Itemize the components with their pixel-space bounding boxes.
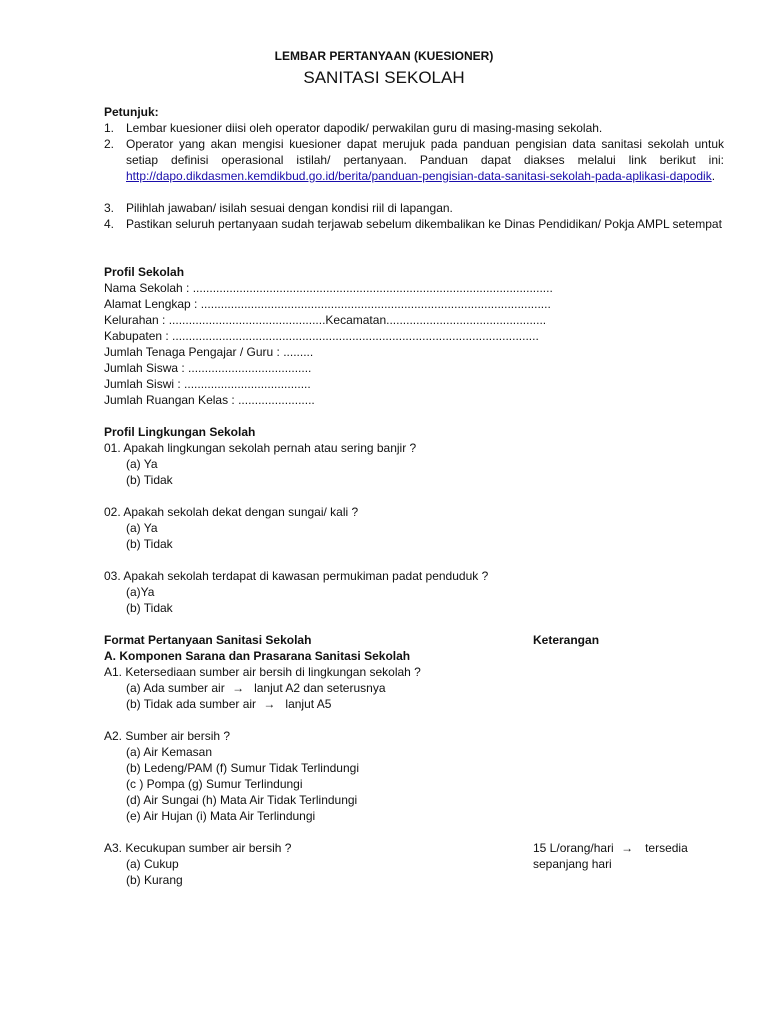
option-air-sungai: (d) Air Sungai (h) Mata Air Tidak Terlindungi: [126, 793, 358, 807]
question-a1: A1. Ketersediaan sumber air bersih di lingkungan sekolah ?: [104, 665, 421, 679]
option-label: (a) Ada sumber air: [126, 681, 225, 695]
option-ya: (a) Ya: [126, 457, 158, 471]
alamat-field: Alamat Lengkap : .........................................................................................................: [104, 297, 551, 311]
jumlah-ruangan-field: Jumlah Ruangan Kelas : .......................: [104, 393, 315, 407]
option-ada-sumber-air: [126, 680, 386, 696]
option-ya: (a) Ya: [126, 521, 158, 535]
arrow-right-icon: →: [263, 697, 276, 711]
option-tidak: (b) Tidak: [126, 537, 173, 551]
instruction-text-part: .: [711, 169, 716, 183]
option-label: (b) Tidak ada sumber air: [126, 697, 257, 711]
keterangan-heading: Keterangan: [533, 633, 600, 647]
jumlah-siswa-field: Jumlah Siswa : .....................................: [104, 361, 312, 375]
option-pompa: (c ) Pompa (g) Sumur Terlindungi: [126, 777, 303, 791]
jumlah-guru-field: Jumlah Tenaga Pengajar / Guru : .........: [104, 345, 314, 359]
question-a2: A2. Sumber air bersih ?: [104, 729, 231, 743]
option-tidak-ada-sumber-air: [126, 696, 331, 712]
question-01: 01. Apakah lingkungan sekolah pernah atau sering banjir ?: [104, 441, 417, 455]
kabupaten-field: Kabupaten : ..............................................................................................................: [104, 329, 539, 343]
option-ya: (a)Ya: [126, 585, 155, 599]
a3-note-part: tersedia: [645, 841, 688, 855]
option-next-step: lanjut A5: [285, 697, 332, 711]
instruction-number: 4.: [104, 217, 115, 231]
option-air-kemasan: (a) Air Kemasan: [126, 745, 213, 759]
option-cukup: (a) Cukup: [126, 857, 179, 871]
nama-sekolah-field: Nama Sekolah : ............................................................................................................: [104, 281, 553, 295]
option-next-step: lanjut A2 dan seterusnya: [254, 681, 386, 695]
arrow-right-icon: →: [621, 841, 634, 855]
instruction-number: 3.: [104, 201, 115, 215]
instructions-heading: Petunjuk:: [104, 105, 159, 119]
option-kurang: (b) Kurang: [126, 873, 183, 887]
format-heading: Format Pertanyaan Sanitasi Sekolah: [104, 633, 312, 647]
option-tidak: (b) Tidak: [126, 601, 173, 615]
instruction-text: Lembar kuesioner diisi oleh operator dapodik/ perwakilan guru di masing-masing sekolah.: [126, 121, 603, 135]
question-a3: A3. Kecukupan sumber air bersih ?: [104, 841, 292, 855]
a3-note-part: 15 L/orang/hari: [533, 841, 614, 855]
question-02: 02. Apakah sekolah dekat dengan sungai/ kali ?: [104, 505, 359, 519]
question-03: 03. Apakah sekolah terdapat di kawasan permukiman padat penduduk ?: [104, 569, 489, 583]
a3-note: [533, 840, 688, 856]
jumlah-siswi-field: Jumlah Siswi : ......................................: [104, 377, 311, 391]
option-tidak: (b) Tidak: [126, 473, 173, 487]
profil-sekolah-heading: Profil Sekolah: [104, 265, 185, 279]
instruction-text: Pastikan seluruh pertanyaan sudah terjawab sebelum dikembalikan ke Dinas Pendidikan/ Pokja AMPL setempat: [126, 217, 722, 231]
kelurahan-kecamatan-field: Kelurahan : ...............................................Kecamatan................................................: [104, 313, 547, 327]
panduan-link[interactable]: http://dapo.dikdasmen.kemdikbud.go.id/berita/panduan-pengisian-data-sanitasi-sekolah-pada-aplikasi-dapodik: [126, 169, 712, 183]
a3-note-line2: sepanjang hari: [533, 857, 612, 871]
instruction-number: 2.: [104, 137, 115, 151]
document-title: SANITASI SEKOLAH: [303, 68, 465, 87]
arrow-right-icon: →: [232, 681, 245, 695]
option-ledeng: (b) Ledeng/PAM (f) Sumur Tidak Terlindungi: [126, 761, 359, 775]
option-air-hujan: (e) Air Hujan (i) Mata Air Terlindungi: [126, 809, 316, 823]
profil-lingkungan-heading: Profil Lingkungan Sekolah: [104, 425, 256, 439]
instruction-number: 1.: [104, 121, 115, 135]
section-a-heading: A. Komponen Sarana dan Prasarana Sanitasi Sekolah: [104, 649, 411, 663]
instruction-text-part: Operator yang akan mengisi kuesioner dapat merujuk pada panduan pengisian data sanitasi sekolah untuk setiap definisi operasional istilah/ pertanyaan. Panduan dapat diakses melalui link berikut ini:: [126, 137, 724, 167]
instruction-text: Pilihlah jawaban/ isilah sesuai dengan kondisi riil di lapangan.: [126, 201, 453, 215]
document-subtitle: LEMBAR PERTANYAAN (KUESIONER): [274, 49, 494, 63]
instruction-text: [126, 136, 724, 184]
